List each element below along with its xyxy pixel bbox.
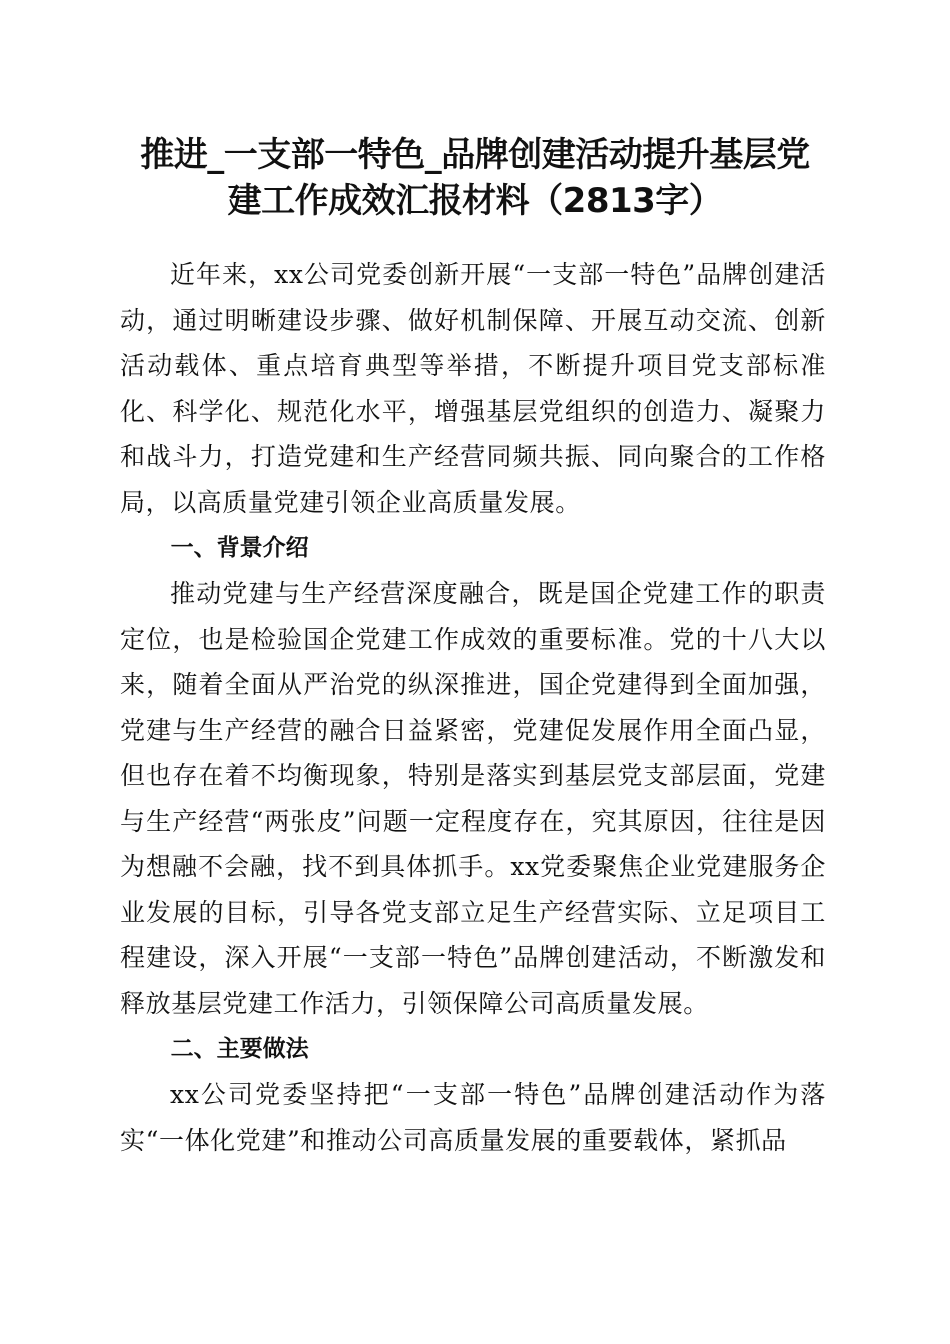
main-practices-paragraph: xx公司党委坚持把“一支部一特色”品牌创建活动作为落实“一体化党建”和推动公司高质量发展的重要载体，紧抓品 [120, 1080, 826, 1155]
document-title-line-1: 推进_一支部一特色_品牌创建活动提升基层党 [140, 135, 810, 175]
section-heading-main-practices: 二、主要做法 [170, 1036, 309, 1062]
document-title-line-2: 建工作成效汇报材料（2813字） [227, 181, 723, 221]
document-body [120, 252, 826, 1163]
background-paragraph: 推动党建与生产经营深度融合，既是国企党建工作的职责定位，也是检验国企党建工作成效的重要标准。党的十八大以来，随着全面从严治党的纵深推进，国企党建得到全面加强，党建与生产经营的融合日益紧密，党建促发展作用全面凸显，但也存在着不均衡现象，特别是落实到基层党支部层面，党建与生产经营“两张皮”问题一定程度存在，究其原因，往往是因为想融不会融，找不到具体抓手。xx党委聚焦企业党建服务企业发展的目标，引导各党支部立足生产经营实际、立足项目工程建设，深入开展“一支部一特色”品牌创建活动，不断激发和释放基层党建工作活力，引领保障公司高质量发展。 [120, 579, 826, 1018]
intro-paragraph: 近年来，xx公司党委创新开展“一支部一特色”品牌创建活动，通过明晰建设步骤、做好机制保障、开展互动交流、创新活动载体、重点培育典型等举措，不断提升项目党支部标准化、科学化、规范化水平，增强基层党组织的创造力、凝聚力和战斗力，打造党建和生产经营同频共振、同向聚合的工作格局，以高质量党建引领企业高质量发展。 [120, 260, 826, 517]
section-heading-background: 一、背景介绍 [170, 535, 309, 561]
document-title [100, 132, 850, 224]
